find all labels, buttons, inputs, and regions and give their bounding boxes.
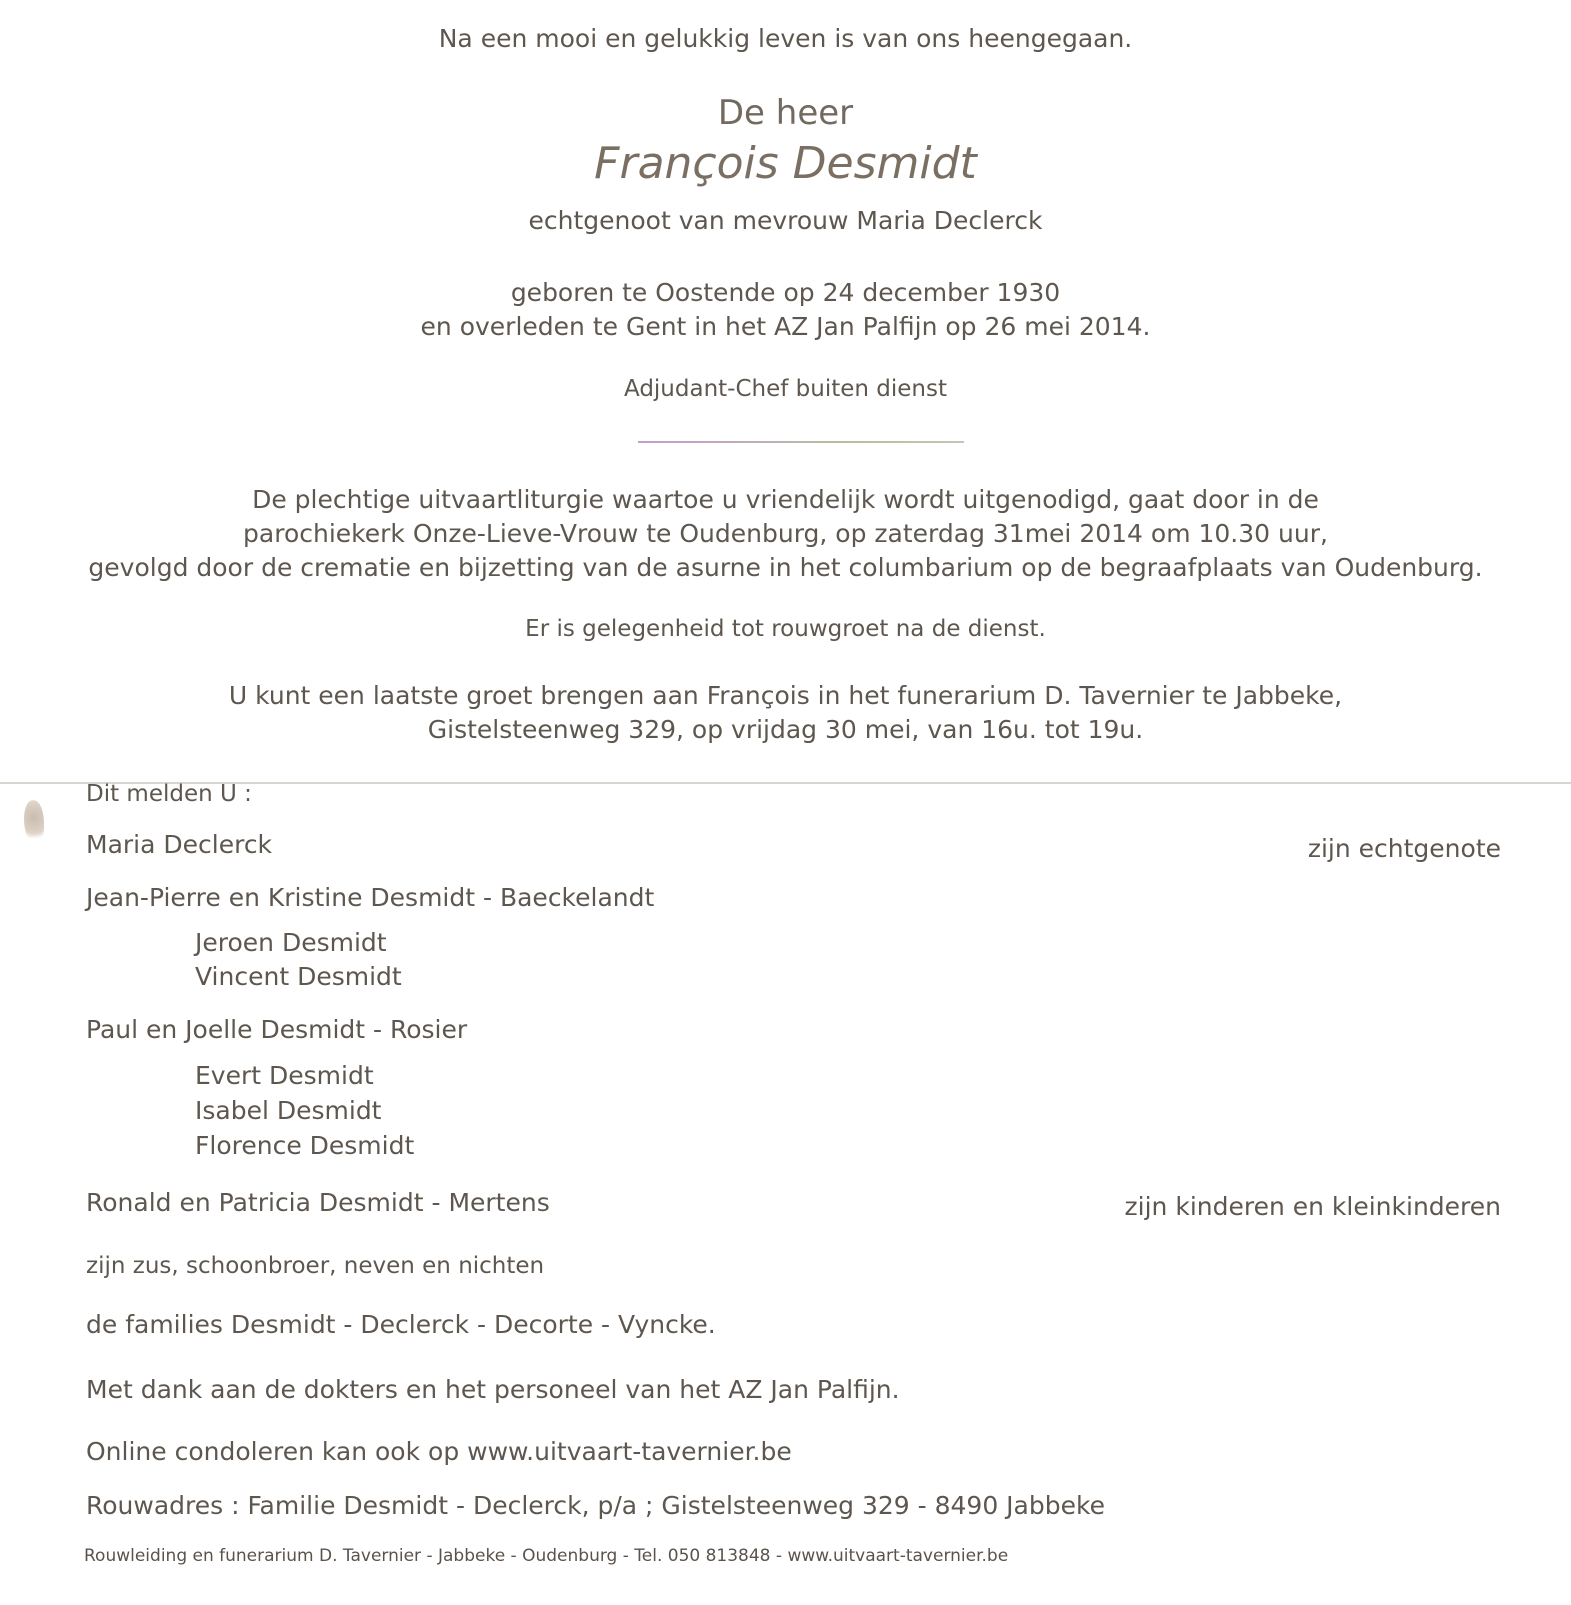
liturgy-line-1: De plechtige uitvaartliturgie waartoe u vriendelijk wordt uitgenodigd, gaat door in de bbox=[252, 485, 1319, 514]
grandchild-vincent: Vincent Desmidt bbox=[195, 962, 402, 991]
thanks-line: Met dank aan de dokters en het personeel van het AZ Jan Palfijn. bbox=[86, 1375, 900, 1404]
funeral-home-footer: Rouwleiding en funerarium D. Tavernier - Jabbeke - Oudenburg - Tel. 050 813848 - www.uitvaart-tavernier.be bbox=[84, 1546, 1009, 1566]
divider bbox=[638, 441, 964, 443]
death-line: en overleden te Gent in het AZ Jan Palfijn op 26 mei 2014. bbox=[420, 312, 1151, 341]
grandchild-isabel: Isabel Desmidt bbox=[195, 1096, 382, 1125]
paper-stain bbox=[24, 800, 44, 844]
birth-line: geboren te Oostende op 24 december 1930 bbox=[510, 278, 1061, 307]
condolence-line: Er is gelegenheid tot rouwgroet na de dienst. bbox=[525, 616, 1046, 642]
families-line: de families Desmidt - Declerck - Decorte - Vyncke. bbox=[86, 1310, 716, 1339]
spouse-name: Maria Declerck bbox=[86, 830, 273, 859]
child-1: Jean-Pierre en Kristine Desmidt - Baeckelandt bbox=[86, 883, 655, 912]
deceased-name: François Desmidt bbox=[594, 138, 977, 189]
grandchild-florence: Florence Desmidt bbox=[195, 1131, 415, 1160]
announced-by: Dit melden U : bbox=[86, 781, 252, 807]
spouse-role: zijn echtgenote bbox=[1307, 834, 1501, 863]
spouse-line: echtgenoot van mevrouw Maria Declerck bbox=[528, 206, 1043, 235]
child-2: Paul en Joelle Desmidt - Rosier bbox=[86, 1015, 468, 1044]
online-condolence-line: Online condoleren kan ook op www.uitvaart-tavernier.be bbox=[86, 1437, 792, 1466]
liturgy-line-3: gevolgd door de crematie en bijzetting van de asurne in het columbarium op de begraafplaats van Oudenburg. bbox=[88, 553, 1483, 582]
grandchild-jeroen: Jeroen Desmidt bbox=[195, 928, 387, 957]
visit-line-2: Gistelsteenweg 329, op vrijdag 30 mei, van 16u. tot 19u. bbox=[427, 715, 1144, 744]
visit-line-1: U kunt een laatste groet brengen aan François in het funerarium D. Tavernier te Jabbeke, bbox=[228, 681, 1343, 710]
grandchild-evert: Evert Desmidt bbox=[195, 1061, 374, 1090]
rank-title: Adjudant-Chef buiten dienst bbox=[623, 376, 948, 402]
children-role: zijn kinderen en kleinkinderen bbox=[1124, 1192, 1501, 1221]
child-3: Ronald en Patricia Desmidt - Mertens bbox=[86, 1188, 550, 1217]
mourning-address: Rouwadres : Familie Desmidt - Declerck, p/a ; Gistelsteenweg 329 - 8490 Jabbeke bbox=[86, 1491, 1105, 1520]
liturgy-line-2: parochiekerk Onze-Lieve-Vrouw te Oudenburg, op zaterdag 31mei 2014 om 10.30 uur, bbox=[243, 519, 1328, 548]
salutation: De heer bbox=[717, 93, 854, 133]
intro-text: Na een mooi en gelukkig leven is van ons heengegaan. bbox=[438, 24, 1133, 53]
relatives-line: zijn zus, schoonbroer, neven en nichten bbox=[86, 1253, 545, 1279]
